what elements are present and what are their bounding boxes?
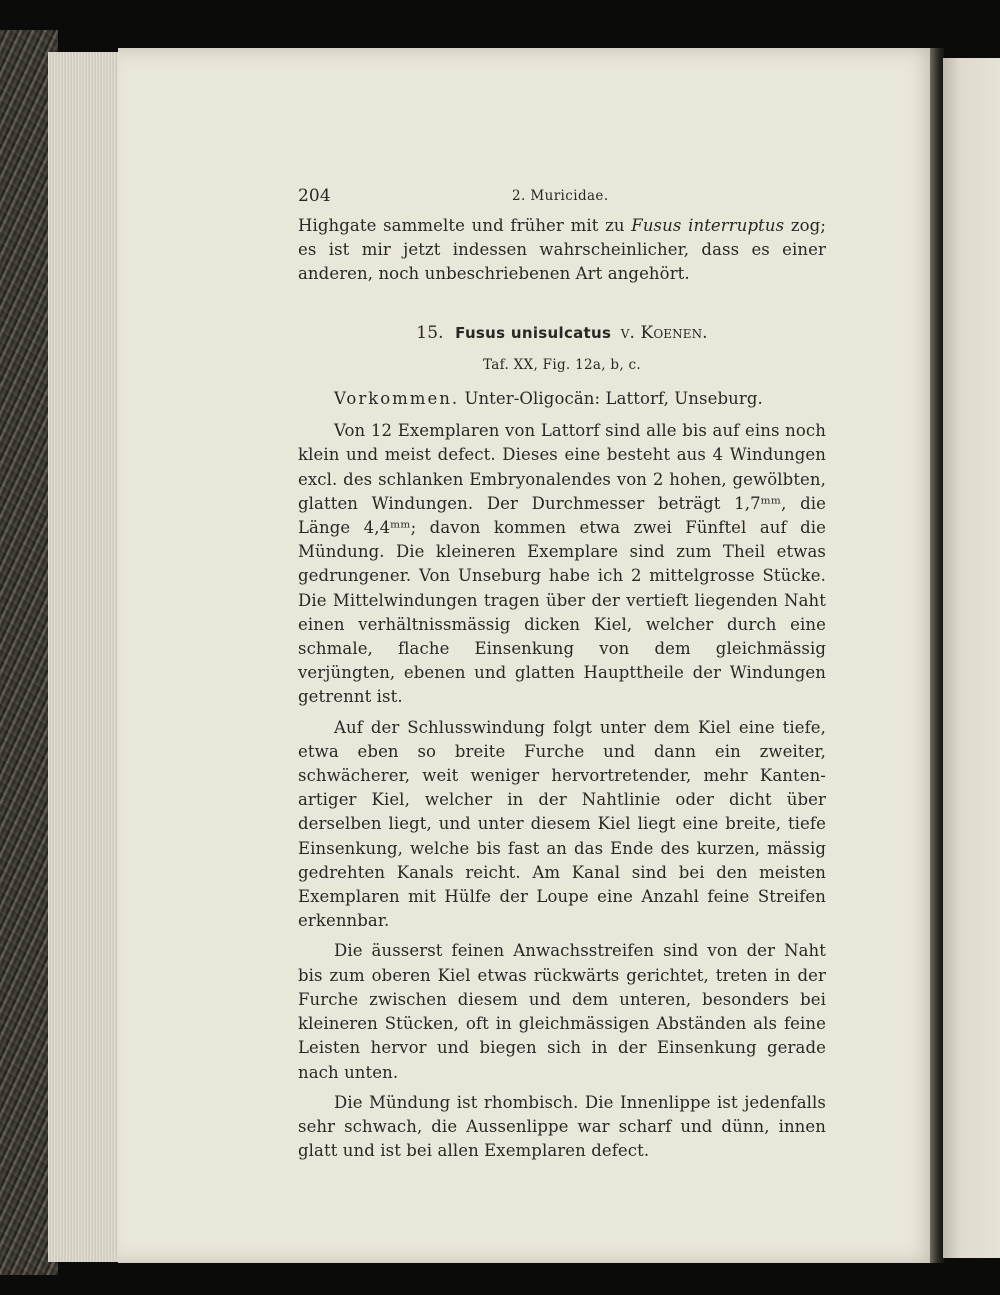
book-gutter	[930, 48, 944, 1263]
plate-reference: Taf. XX, Fig. 12a, b, c.	[483, 356, 641, 373]
species-number: 15.	[416, 322, 444, 343]
facing-page-edge	[943, 58, 1000, 1258]
occurrence-label: Vorkommen.	[334, 389, 460, 409]
description-paragraph-1: Von 12 Exemplaren von Lattorf sind alle bis auf eins noch klein und meist defect. Dieses eine besteht aus 4 Windungen excl. des schlanken Embryonalendes von 2 hohen, gewölbten, glatten Windungen. Der Durchmesser beträgt 1,7ᵐᵐ, die Länge 4,4ᵐᵐ; davon kommen etwa zwei Fünftel auf die Mündung. Die kleineren Exemplare sind zum Theil etwas gedrungener. Von Unseburg habe ich 2 mittelgrosse Stücke. Die Mittelwindungen tragen über der vertieft liegenden Naht einen verhältnissmässig dicken Kiel, welcher durch eine schmale, flache Einsenkung von dem gleichmässig verjüngten, ebenen und glatten Haupttheile der Windungen getrennt ist.	[298, 421, 826, 707]
continuation-paragraph	[298, 214, 826, 287]
occurrence-text: Unter-Oligocän: Lattorf, Unseburg.	[459, 389, 763, 409]
occurrence-line	[298, 387, 826, 411]
page-stack-edge	[48, 52, 128, 1262]
description-paragraph-3: Die äusserst feinen Anwachsstreifen sind von der Naht bis zum oberen Kiel etwas rückwärts gerichtet, treten in der Furche zwischen diesem und dem unteren, besonders bei kleineren Stücken, oft in gleichmässigen Abständen als feine Leisten hervor und biegen sich in der Einsenkung gerade nach unten.	[298, 941, 826, 1082]
description-paragraph-2: Auf der Schlusswindung folgt unter dem Kiel eine tiefe, etwa eben so breite Furche und dann ein zweiter, schwächerer, weit weniger hervortretender, mehr Kanten-artiger Kiel, welcher in der Nahtlinie oder dicht über derselben liegt, und unter diesem Kiel liegt eine breite, tiefe Einsenkung, welche bis fast an das Ende des kurzen, mässig gedrehten Kanals reicht. Am Kanal sind bei den meisten Exemplaren mit Hülfe der Loupe eine Anzahl feine Streifen erkennbar.	[298, 717, 826, 931]
page-number: 204	[298, 186, 331, 206]
description-paragraph-4: Die Mündung ist rhombisch. Die Innenlippe ist jedenfalls sehr schwach, die Aussenlippe war scharf und dünn, innen glatt und ist bei allen Exemplaren defect.	[298, 1092, 826, 1161]
page-text-block	[298, 178, 826, 1163]
species-author: v. Koenen.	[620, 322, 708, 343]
continuation-text-start: Highgate sammelte und früher mit zu	[298, 216, 632, 235]
section-title: 2. Muricidae.	[512, 188, 609, 204]
continuation-text-end: zog; es ist mir jetzt indessen wahrscheinlicher, dass es einer anderen, noch unbeschriebenen Art angehört.	[298, 216, 827, 284]
species-heading	[298, 321, 826, 345]
species-reference-italic: Fusus interruptus	[631, 216, 785, 235]
species-name: Fusus unisulcatus	[455, 323, 612, 342]
running-head	[298, 178, 826, 206]
